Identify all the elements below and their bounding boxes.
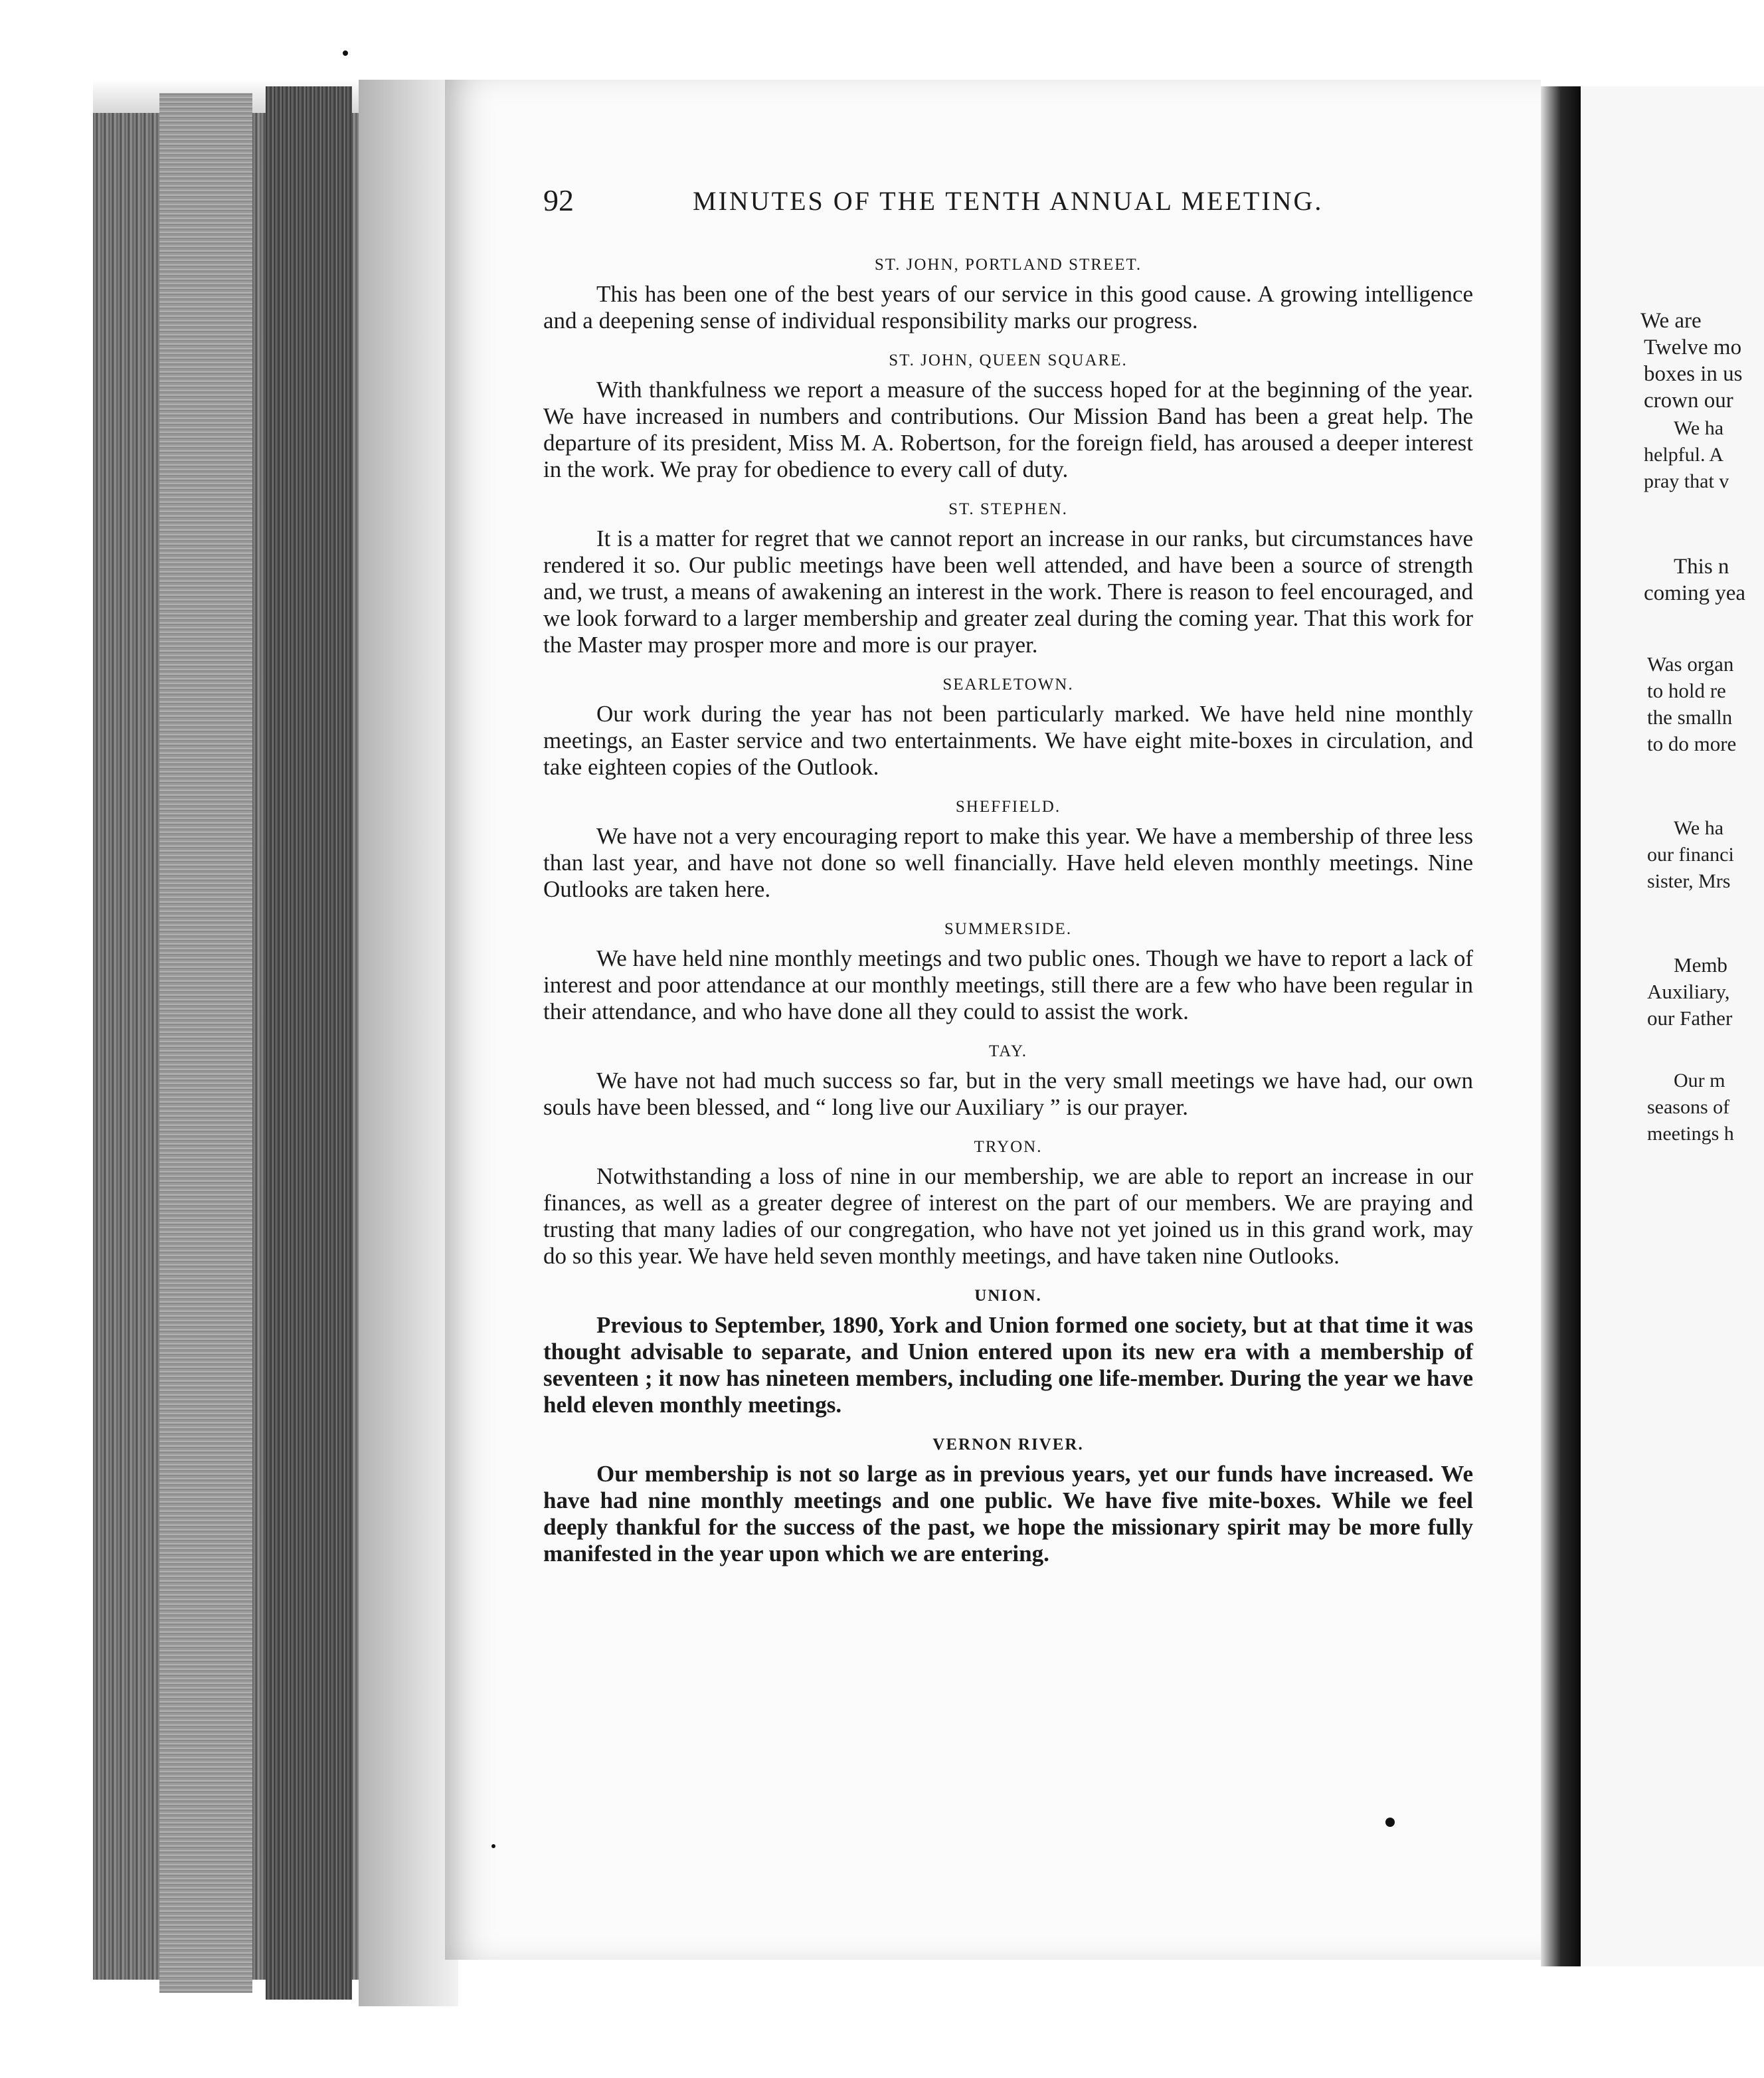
- page-edges-band: [359, 80, 458, 2006]
- page-edges-band: [159, 93, 252, 1993]
- section-heading: ST. STEPHEN.: [948, 500, 1068, 518]
- report-section: [543, 1436, 1473, 1567]
- section-heading: ST. JOHN, PORTLAND STREET.: [874, 256, 1142, 274]
- facing-page-line: pray that v: [1644, 470, 1729, 492]
- page-number: 92: [543, 183, 574, 217]
- facing-page-line: our Father: [1647, 1006, 1733, 1030]
- facing-page-line: We ha: [1674, 817, 1724, 839]
- report-section: [543, 500, 1473, 658]
- section-heading: UNION.: [974, 1287, 1042, 1305]
- section-text: Notwithstanding a loss of nine in our membership, we are able to report an increase in our finances, as well as a greater degree of interest on the part of our members. We are praying and trusting that many ladies of our congregation, who have not yet joined us in this grand work, may do so this year. We have held seven monthly meetings, and have taken nine Outlooks.: [543, 1163, 1473, 1269]
- section-heading: SHEFFIELD.: [955, 798, 1061, 816]
- section-text: We have not had much success so far, but in the very small meetings we have had, our own souls have been blessed, and “ long live our Auxiliary ” is our prayer.: [543, 1068, 1473, 1120]
- section-text: With thankfulness we report a measure of the success hoped for at the beginning of the year. We have increased in numbers and contributions. Our Mission Band has been a great help. The departure of its president, Miss M. A. Robertson, for the foreign field, has aroused a deeper interest in the work. We pray for obedience to every call of duty.: [543, 377, 1473, 482]
- running-title: MINUTES OF THE TENTH ANNUAL MEETING.: [693, 186, 1324, 216]
- facing-page-line: Twelve mo: [1644, 335, 1742, 359]
- ink-speck: [491, 1844, 495, 1848]
- section-text: Our work during the year has not been particularly marked. We have held nine monthly meetings, an Easter service and two entertainments. We have eight mite-boxes in circulation, and take eighteen copies of the Outlook.: [543, 701, 1473, 780]
- facing-page-line: We ha: [1674, 417, 1724, 439]
- facing-page-line: helpful. A: [1644, 444, 1723, 466]
- section-heading: ST. JOHN, QUEEN SQUARE.: [889, 351, 1128, 369]
- report-section: [543, 1042, 1473, 1121]
- report-section: [543, 920, 1473, 1025]
- section-text: We have not a very encouraging report to make this year. We have a membership of three less than last year, and have not done so well financially. Have held eleven monthly meetings. Nine Outlooks are taken here.: [543, 823, 1473, 902]
- section-text: It is a matter for regret that we cannot report an increase in our ranks, but circumstances have rendered it so. Our public meetings have been well attended, and have been a source of strength and, we trust, a means of awakening an interest in the work. There is reason to feel encouraged, and we look forward to a larger membership and greater zeal during the coming year. That this work for the Master may prosper more and more is our prayer.: [543, 525, 1473, 658]
- ink-speck: [343, 50, 348, 56]
- facing-page-line: the smalln: [1647, 706, 1733, 729]
- facing-page-line: coming yea: [1644, 581, 1746, 605]
- book-gutter: [1541, 86, 1581, 1966]
- report-section: [543, 1287, 1473, 1418]
- section-heading: TAY.: [988, 1042, 1028, 1060]
- facing-page-line: Was organ: [1647, 652, 1734, 676]
- report-section: [543, 676, 1473, 781]
- report-section: [543, 1138, 1473, 1270]
- facing-page-line: boxes in us: [1644, 362, 1743, 386]
- facing-page-line: meetings h: [1647, 1123, 1734, 1145]
- report-section: [543, 256, 1473, 334]
- facing-page-line: crown our: [1644, 389, 1733, 413]
- section-heading: SEARLETOWN.: [942, 676, 1074, 694]
- facing-page-line: This n: [1674, 555, 1729, 579]
- page-edges-stack: [93, 113, 452, 1980]
- facing-page-line: Auxiliary,: [1647, 980, 1730, 1003]
- facing-page-line: Memb: [1674, 953, 1727, 977]
- section-text: Our membership is not so large as in previous years, yet our funds have increased. We have had nine monthly meetings and one public. We have five mite-boxes. While we feel deeply thankful for the success of the past, we hope the missionary spirit may be more fully manifested in the year upon which we are entering.: [543, 1461, 1473, 1566]
- report-section: [543, 351, 1473, 483]
- section-text: This has been one of the best years of our service in this good cause. A growing intelligence and a deepening sense of individual responsibility marks our progress.: [543, 281, 1473, 333]
- facing-page-line: to hold re: [1647, 679, 1726, 702]
- facing-page-line: sister, Mrs: [1647, 870, 1731, 892]
- facing-page-line: We are: [1640, 309, 1702, 333]
- ink-speck: [1385, 1818, 1395, 1827]
- facing-page-line: Our m: [1674, 1070, 1725, 1091]
- facing-page-line: our financi: [1647, 844, 1734, 866]
- facing-page: [1581, 86, 1764, 1966]
- section-text: Previous to September, 1890, York and Union formed one society, but at that time it was thought advisable to separate, and Union entered upon its new era with a membership of seventeen ; it now has nineteen members, including one life-member. During the year we have held eleven monthly meetings.: [543, 1312, 1473, 1418]
- section-heading: VERNON RIVER.: [932, 1436, 1084, 1454]
- section-heading: SUMMERSIDE.: [944, 920, 1073, 938]
- facing-page-line: seasons of: [1647, 1096, 1730, 1118]
- page-edges-band: [266, 86, 352, 2000]
- section-heading: TRYON.: [974, 1138, 1043, 1156]
- report-content: [543, 256, 1473, 1584]
- section-text: We have held nine monthly meetings and two public ones. Though we have to report a lack of interest and poor attendance at our monthly meetings, still there are a few who have been regular in their attendance, and who have done all they could to assist the work.: [543, 945, 1473, 1024]
- report-section: [543, 798, 1473, 903]
- facing-page-line: to do more: [1647, 732, 1737, 755]
